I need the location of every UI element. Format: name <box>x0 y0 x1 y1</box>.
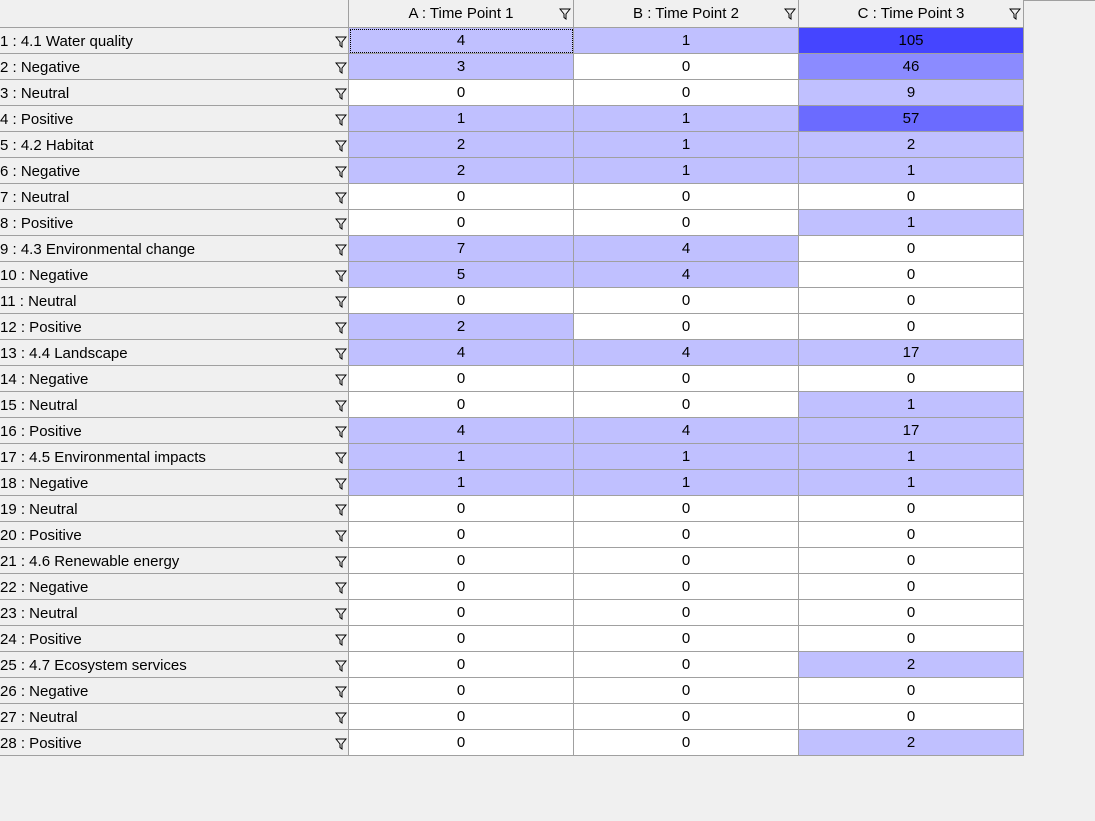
matrix-cell[interactable]: 1 <box>349 444 574 470</box>
filter-icon[interactable] <box>335 634 347 646</box>
matrix-cell[interactable]: 4 <box>349 28 574 54</box>
table-row <box>0 28 1095 54</box>
matrix-cell[interactable]: 0 <box>574 626 799 652</box>
row-header-label: 17 : 4.5 Environmental impacts <box>0 449 206 466</box>
row-header[interactable] <box>0 652 349 678</box>
matrix-cell[interactable]: 0 <box>574 704 799 730</box>
column-header-row <box>0 0 1095 28</box>
matrix-cell[interactable]: 1 <box>799 444 1024 470</box>
row-header-label: 19 : Neutral <box>0 501 78 518</box>
column-header-label: C : Time Point 3 <box>857 5 965 22</box>
filter-icon[interactable] <box>335 478 347 490</box>
matrix-cell[interactable]: 0 <box>349 392 574 418</box>
matrix-cell[interactable]: 0 <box>349 496 574 522</box>
matrix-cell[interactable]: 1 <box>799 470 1024 496</box>
matrix-cell[interactable]: 1 <box>799 392 1024 418</box>
table-row <box>0 184 1095 210</box>
table-row <box>0 54 1095 80</box>
row-header-label: 9 : 4.3 Environmental change <box>0 241 196 258</box>
row-header[interactable] <box>0 236 349 262</box>
row-header-label: 6 : Negative <box>0 163 81 180</box>
row-header-label: 21 : 4.6 Renewable energy <box>0 553 180 570</box>
matrix-cell[interactable]: 0 <box>349 626 574 652</box>
row-header[interactable] <box>0 600 349 626</box>
table-row <box>0 158 1095 184</box>
matrix-cell[interactable]: 7 <box>349 236 574 262</box>
filter-icon[interactable] <box>335 712 347 724</box>
matrix-cell[interactable]: 17 <box>799 418 1024 444</box>
matrix-cell[interactable]: 0 <box>574 288 799 314</box>
matrix-cell[interactable]: 2 <box>349 132 574 158</box>
table-row <box>0 288 1095 314</box>
row-header[interactable] <box>0 548 349 574</box>
matrix-cell[interactable]: 0 <box>574 392 799 418</box>
row-header-label: 26 : Negative <box>0 683 89 700</box>
row-header[interactable] <box>0 678 349 704</box>
matrix-cell[interactable]: 1 <box>349 106 574 132</box>
matrix-cell[interactable]: 1 <box>349 470 574 496</box>
filter-icon[interactable] <box>335 322 347 334</box>
table-row <box>0 574 1095 600</box>
row-header-label: 2 : Negative <box>0 59 81 76</box>
matrix-cell[interactable]: 0 <box>349 210 574 236</box>
row-header-label: 10 : Negative <box>0 267 89 284</box>
header-divider <box>1024 0 1095 1</box>
table-row <box>0 314 1095 340</box>
matrix-cell[interactable]: 0 <box>349 678 574 704</box>
row-header-label: 7 : Neutral <box>0 189 70 206</box>
matrix-cell[interactable]: 0 <box>799 626 1024 652</box>
matrix-cell[interactable]: 0 <box>349 600 574 626</box>
filter-icon[interactable] <box>335 426 347 438</box>
row-header-label: 12 : Positive <box>0 319 82 336</box>
row-header-label: 24 : Positive <box>0 631 82 648</box>
row-header[interactable] <box>0 704 349 730</box>
matrix-cell[interactable]: 0 <box>574 522 799 548</box>
row-header[interactable] <box>0 444 349 470</box>
filter-icon[interactable] <box>335 374 347 386</box>
filter-icon[interactable] <box>335 270 347 282</box>
row-header-label: 15 : Neutral <box>0 397 78 414</box>
filter-icon[interactable] <box>335 582 347 594</box>
row-header-label: 25 : 4.7 Ecosystem services <box>0 657 187 674</box>
matrix-cell[interactable]: 0 <box>799 678 1024 704</box>
matrix-cell[interactable]: 0 <box>799 262 1024 288</box>
matrix-cell[interactable]: 0 <box>349 652 574 678</box>
row-header[interactable] <box>0 392 349 418</box>
row-header[interactable] <box>0 522 349 548</box>
matrix-cell[interactable]: 0 <box>574 730 799 756</box>
matrix-cell[interactable]: 0 <box>574 652 799 678</box>
row-header[interactable] <box>0 730 349 756</box>
row-header-label: 16 : Positive <box>0 423 82 440</box>
table-row <box>0 80 1095 106</box>
row-header-label: 14 : Negative <box>0 371 89 388</box>
row-header[interactable] <box>0 288 349 314</box>
matrix-cell[interactable]: 4 <box>574 262 799 288</box>
matrix-cell[interactable]: 4 <box>574 236 799 262</box>
corner-cell <box>0 0 349 28</box>
filter-icon[interactable] <box>335 62 347 74</box>
filter-icon[interactable] <box>335 218 347 230</box>
table-row <box>0 548 1095 574</box>
row-header-label: 11 : Neutral <box>0 293 77 310</box>
matrix-cell[interactable]: 0 <box>349 522 574 548</box>
matrix-cell[interactable]: 5 <box>349 262 574 288</box>
matrix-cell[interactable]: 0 <box>799 288 1024 314</box>
table-row <box>0 522 1095 548</box>
matrix-cell[interactable]: 1 <box>574 106 799 132</box>
matrix-cell[interactable]: 0 <box>799 366 1024 392</box>
matrix-cell[interactable]: 2 <box>799 132 1024 158</box>
filter-icon[interactable] <box>335 660 347 672</box>
filter-icon[interactable] <box>335 296 347 308</box>
row-header[interactable] <box>0 314 349 340</box>
table-row <box>0 444 1095 470</box>
row-header-label: 3 : Neutral <box>0 85 70 102</box>
filter-icon[interactable] <box>335 244 347 256</box>
filter-icon[interactable] <box>335 504 347 516</box>
row-header-label: 20 : Positive <box>0 527 82 544</box>
table-row <box>0 470 1095 496</box>
filter-icon[interactable] <box>335 114 347 126</box>
matrix-cell[interactable]: 0 <box>349 80 574 106</box>
matrix-cell[interactable]: 2 <box>799 652 1024 678</box>
matrix-cell[interactable]: 2 <box>349 314 574 340</box>
matrix-cell[interactable]: 4 <box>349 340 574 366</box>
row-header-label: 28 : Positive <box>0 735 82 752</box>
matrix-cell[interactable]: 0 <box>799 314 1024 340</box>
matrix-cell[interactable]: 4 <box>349 418 574 444</box>
filter-icon[interactable] <box>335 348 347 360</box>
filter-icon[interactable] <box>335 452 347 464</box>
matrix-cell[interactable]: 0 <box>349 574 574 600</box>
matrix-cell[interactable]: 1 <box>574 470 799 496</box>
row-header[interactable] <box>0 366 349 392</box>
matrix-cell[interactable]: 0 <box>799 496 1024 522</box>
filter-icon[interactable] <box>784 8 796 20</box>
row-header-label: 4 : Positive <box>0 111 74 128</box>
table-row <box>0 132 1095 158</box>
matrix-cell[interactable]: 0 <box>349 366 574 392</box>
filter-icon[interactable] <box>335 140 347 152</box>
filter-icon[interactable] <box>335 738 347 750</box>
filter-icon[interactable] <box>335 400 347 412</box>
matrix-cell[interactable]: 0 <box>349 704 574 730</box>
row-header-label: 5 : 4.2 Habitat <box>0 137 94 154</box>
row-header-label: 13 : 4.4 Landscape <box>0 345 128 362</box>
matrix-cell[interactable]: 1 <box>574 444 799 470</box>
filter-icon[interactable] <box>335 686 347 698</box>
matrix-cell[interactable]: 0 <box>574 600 799 626</box>
matrix-cell[interactable]: 0 <box>574 496 799 522</box>
matrix-cell[interactable]: 0 <box>574 366 799 392</box>
table-row <box>0 418 1095 444</box>
matrix-cell[interactable]: 3 <box>349 54 574 80</box>
filter-icon[interactable] <box>335 556 347 568</box>
table-row <box>0 340 1095 366</box>
matrix-cell[interactable]: 0 <box>574 184 799 210</box>
row-header-label: 18 : Negative <box>0 475 89 492</box>
row-header-label: 23 : Neutral <box>0 605 78 622</box>
matrix-cell[interactable]: 2 <box>349 158 574 184</box>
matrix-cell[interactable]: 9 <box>799 80 1024 106</box>
matrix-cell[interactable]: 0 <box>349 548 574 574</box>
matrix-cell[interactable]: 1 <box>574 158 799 184</box>
matrix-cell[interactable]: 0 <box>799 236 1024 262</box>
row-header[interactable] <box>0 210 349 236</box>
row-header[interactable] <box>0 184 349 210</box>
matrix-cell[interactable]: 0 <box>574 548 799 574</box>
matrix-cell[interactable]: 1 <box>799 210 1024 236</box>
table-row <box>0 678 1095 704</box>
column-header-b[interactable] <box>574 0 799 28</box>
table-row <box>0 210 1095 236</box>
column-header-label: B : Time Point 2 <box>633 5 739 22</box>
filter-icon[interactable] <box>335 36 347 48</box>
row-header[interactable] <box>0 28 349 54</box>
table-row <box>0 262 1095 288</box>
matrix-cell[interactable]: 57 <box>799 106 1024 132</box>
filter-icon[interactable] <box>559 8 571 20</box>
matrix-cell[interactable]: 1 <box>574 132 799 158</box>
table-row <box>0 106 1095 132</box>
matrix-cell[interactable]: 0 <box>799 704 1024 730</box>
filter-icon[interactable] <box>335 166 347 178</box>
table-row <box>0 730 1095 756</box>
table-row <box>0 626 1095 652</box>
column-header-c[interactable] <box>799 0 1024 28</box>
matrix-cell[interactable]: 0 <box>799 574 1024 600</box>
row-header[interactable] <box>0 470 349 496</box>
row-header-label: 22 : Negative <box>0 579 89 596</box>
matrix-cell[interactable]: 0 <box>799 600 1024 626</box>
table-row <box>0 652 1095 678</box>
row-header[interactable] <box>0 340 349 366</box>
row-header[interactable] <box>0 496 349 522</box>
filter-icon[interactable] <box>335 192 347 204</box>
column-header-label: A : Time Point 1 <box>408 5 514 22</box>
table-row <box>0 600 1095 626</box>
row-header[interactable] <box>0 106 349 132</box>
matrix-cell[interactable]: 0 <box>349 288 574 314</box>
matrix-cell[interactable]: 4 <box>574 418 799 444</box>
row-header-label: 27 : Neutral <box>0 709 78 726</box>
row-header-label: 8 : Positive <box>0 215 74 232</box>
matrix-cell[interactable]: 0 <box>574 80 799 106</box>
matrix-cell[interactable]: 105 <box>799 28 1024 54</box>
row-header[interactable] <box>0 418 349 444</box>
matrix-cell[interactable]: 0 <box>574 678 799 704</box>
row-header[interactable] <box>0 158 349 184</box>
matrix-cell[interactable]: 0 <box>349 184 574 210</box>
row-header[interactable] <box>0 54 349 80</box>
row-header-label: 1 : 4.1 Water quality <box>0 33 133 50</box>
row-header[interactable] <box>0 574 349 600</box>
matrix-cell[interactable]: 17 <box>799 340 1024 366</box>
column-header-a[interactable] <box>349 0 574 28</box>
matrix-cell[interactable]: 0 <box>799 522 1024 548</box>
matrix-cell[interactable]: 0 <box>574 54 799 80</box>
matrix-cell[interactable]: 0 <box>349 730 574 756</box>
table-row <box>0 236 1095 262</box>
matrix-cell[interactable]: 0 <box>799 184 1024 210</box>
matrix-cell[interactable]: 0 <box>574 314 799 340</box>
matrix-cell[interactable]: 4 <box>574 340 799 366</box>
matrix-cell[interactable]: 46 <box>799 54 1024 80</box>
table-row <box>0 392 1095 418</box>
row-header[interactable] <box>0 132 349 158</box>
filter-icon[interactable] <box>1009 8 1021 20</box>
row-header[interactable] <box>0 262 349 288</box>
filter-icon[interactable] <box>335 608 347 620</box>
row-header[interactable] <box>0 626 349 652</box>
table-row <box>0 496 1095 522</box>
matrix-cell[interactable]: 0 <box>799 548 1024 574</box>
matrix-cell[interactable]: 0 <box>574 210 799 236</box>
matrix-cell[interactable]: 0 <box>574 574 799 600</box>
matrix-cell[interactable]: 1 <box>574 28 799 54</box>
matrix-cell[interactable]: 1 <box>799 158 1024 184</box>
table-row <box>0 366 1095 392</box>
table-row <box>0 704 1095 730</box>
filter-icon[interactable] <box>335 530 347 542</box>
row-header[interactable] <box>0 80 349 106</box>
filter-icon[interactable] <box>335 88 347 100</box>
matrix-cell[interactable]: 2 <box>799 730 1024 756</box>
